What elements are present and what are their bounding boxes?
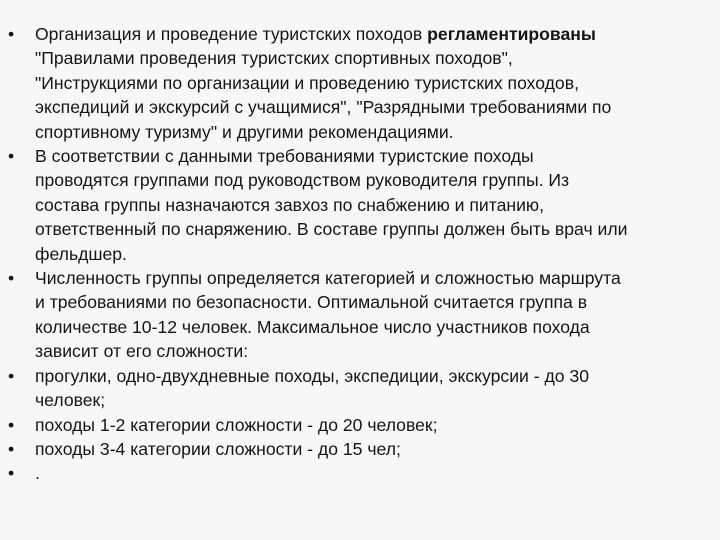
text-line: состава группы назначаются завхоз по снабжению и питанию, bbox=[35, 194, 544, 215]
bullet-item-category-3-4 bbox=[8, 437, 712, 461]
bold-text-span: регламентированы bbox=[427, 24, 596, 44]
text-line: походы 1-2 категории сложности - до 20 человек; bbox=[35, 414, 438, 435]
bullet-dot-icon: • bbox=[8, 24, 15, 44]
text-line: спортивному туризму" и другими рекомендациями. bbox=[35, 121, 454, 142]
text-line: Численность группы определяется категорией и сложностью маршрута bbox=[35, 268, 621, 289]
text-line: В соответствии с данными требованиями туристские походы bbox=[35, 146, 534, 167]
bullet-dot-icon: • bbox=[8, 268, 15, 289]
text-line: человек; bbox=[35, 390, 106, 411]
bullet-dot-icon: • bbox=[8, 438, 15, 459]
bullet-dot-icon: • bbox=[8, 414, 15, 435]
text-line: "Правилами проведения туристских спортивных походов", bbox=[35, 48, 513, 69]
text-line: прогулки, одно-двухдневные походы, экспедиции, экскурсии - до 30 bbox=[35, 365, 590, 386]
text-line bbox=[35, 22, 712, 46]
bullet-dot-icon: • bbox=[8, 463, 15, 484]
text-line: . bbox=[35, 463, 40, 484]
bullet-dot-icon: • bbox=[8, 146, 15, 167]
text-line: количестве 10-12 человек. Максимальное число участников похода bbox=[35, 316, 590, 337]
text-line: проводятся группами под руководством руководителя группы. Из bbox=[35, 170, 570, 191]
bullet-item-walks bbox=[8, 364, 712, 413]
bullet-item-empty bbox=[8, 461, 712, 485]
text-span: Организация и проведение туристских походов bbox=[35, 24, 428, 44]
text-line: и требованиями по безопасности. Оптимальной считается группа в bbox=[35, 292, 588, 313]
bullet-item-category-1-2 bbox=[8, 413, 712, 437]
text-line: зависит от его сложности: bbox=[35, 341, 249, 362]
text-line: "Инструкциями по организации и проведению туристских походов, bbox=[35, 72, 579, 93]
bullet-list bbox=[8, 22, 712, 486]
bullet-dot-icon: • bbox=[8, 365, 15, 386]
bullet-item-group-size bbox=[8, 266, 712, 364]
text-line: ответственный по снаряжению. В составе группы должен быть врач или bbox=[35, 219, 628, 240]
text-line: экспедиций и экскурсий с учащимися", "Разрядными требованиями по bbox=[35, 97, 612, 118]
bullet-item-group-leadership bbox=[8, 144, 712, 266]
bullet-item-regulations bbox=[8, 22, 712, 144]
text-line: походы 3-4 категории сложности - до 15 чел; bbox=[35, 438, 401, 459]
text-line: фельдшер. bbox=[35, 243, 127, 264]
